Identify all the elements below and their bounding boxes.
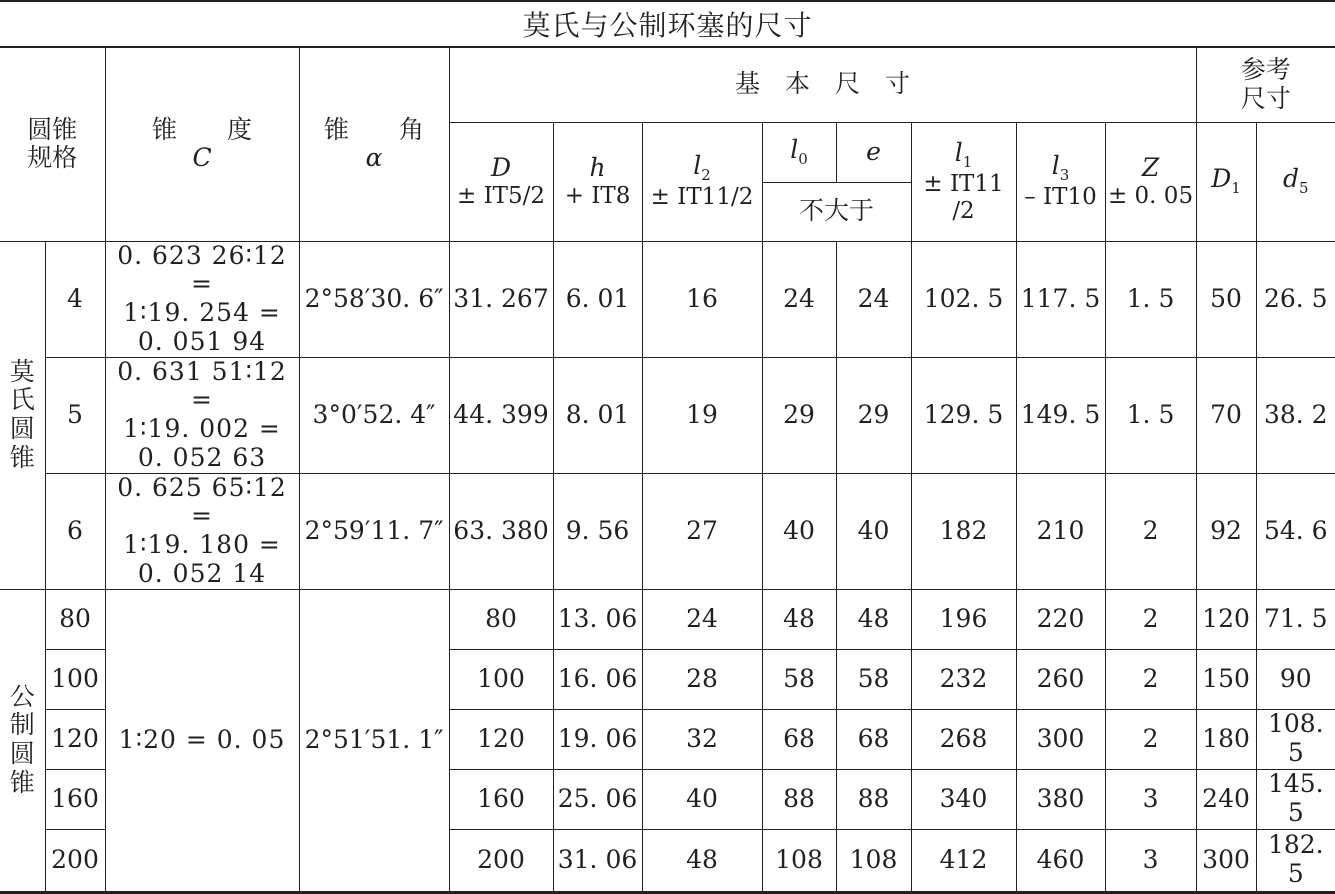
cell-h: 25. 06 bbox=[553, 769, 642, 829]
cell-spec: 160 bbox=[45, 769, 105, 829]
header-col-d5: $d_5$ bbox=[1256, 122, 1335, 241]
cell-angle-metric: 2°51′51. 1″ bbox=[299, 589, 449, 892]
cell-taper: 0. 631 51∶12 = 1∶19. 002 = 0. 052 63 bbox=[105, 357, 299, 473]
cell-l2: 28 bbox=[642, 649, 762, 709]
cell-d5: 38. 2 bbox=[1256, 357, 1335, 473]
cell-l0: 58 bbox=[762, 649, 836, 709]
cell-e: 48 bbox=[836, 589, 911, 649]
cell-taper: 0. 625 65∶12 = 1∶19. 180 = 0. 052 14 bbox=[105, 473, 299, 589]
cell-D: 100 bbox=[449, 649, 553, 709]
cell-l2: 24 bbox=[642, 589, 762, 649]
table-row bbox=[0, 589, 1335, 649]
cell-h: 16. 06 bbox=[553, 649, 642, 709]
cell-D: 200 bbox=[449, 829, 553, 892]
cell-e: 68 bbox=[836, 709, 911, 769]
cell-spec: 4 bbox=[45, 241, 105, 357]
table-row bbox=[0, 241, 1335, 357]
header-col-e: e bbox=[836, 122, 911, 182]
cell-spec: 100 bbox=[45, 649, 105, 709]
cell-D: 44. 399 bbox=[449, 357, 553, 473]
cell-D: 80 bbox=[449, 589, 553, 649]
cell-d5: 71. 5 bbox=[1256, 589, 1335, 649]
header-col-h: h + IT8 bbox=[553, 122, 642, 241]
cell-l1: 340 bbox=[911, 769, 1016, 829]
cell-angle: 2°58′30. 6″ bbox=[299, 241, 449, 357]
cell-d5: 54. 6 bbox=[1256, 473, 1335, 589]
cell-e: 58 bbox=[836, 649, 911, 709]
cell-Z: 3 bbox=[1105, 829, 1196, 892]
cell-D: 63. 380 bbox=[449, 473, 553, 589]
cell-l3: 149. 5 bbox=[1016, 357, 1105, 473]
header-col-D1: $D_1$ bbox=[1196, 122, 1256, 241]
cell-l0: 68 bbox=[762, 709, 836, 769]
cell-taper: 0. 623 26∶12 = 1∶19. 254 = 0. 051 94 bbox=[105, 241, 299, 357]
cell-D1: 240 bbox=[1196, 769, 1256, 829]
cell-h: 6. 01 bbox=[553, 241, 642, 357]
cell-l1: 412 bbox=[911, 829, 1016, 892]
cell-l0: 48 bbox=[762, 589, 836, 649]
header-col-Z: Z ± 0. 05 bbox=[1105, 122, 1196, 241]
cell-e: 88 bbox=[836, 769, 911, 829]
cell-D: 120 bbox=[449, 709, 553, 769]
cell-Z: 2 bbox=[1105, 709, 1196, 769]
header-col-l1: $l_1$ ± IT11 /2 bbox=[911, 122, 1016, 241]
cell-e: 29 bbox=[836, 357, 911, 473]
header-cone-spec: 圆锥 规格 bbox=[0, 47, 105, 241]
cell-d5: 182. 5 bbox=[1256, 829, 1335, 892]
cell-l2: 19 bbox=[642, 357, 762, 473]
cell-D1: 92 bbox=[1196, 473, 1256, 589]
cell-l0: 29 bbox=[762, 357, 836, 473]
header-col-l0: $l_0$ bbox=[762, 122, 836, 182]
cell-l1: 102. 5 bbox=[911, 241, 1016, 357]
cell-l2: 27 bbox=[642, 473, 762, 589]
cell-h: 9. 56 bbox=[553, 473, 642, 589]
header-col-D: D ± IT5/2 bbox=[449, 122, 553, 241]
cell-l2: 48 bbox=[642, 829, 762, 892]
cell-D: 31. 267 bbox=[449, 241, 553, 357]
cell-l3: 210 bbox=[1016, 473, 1105, 589]
cell-l2: 40 bbox=[642, 769, 762, 829]
cell-h: 31. 06 bbox=[553, 829, 642, 892]
cell-spec: 80 bbox=[45, 589, 105, 649]
page-title: 莫氏与公制环塞的尺寸 bbox=[0, 0, 1335, 46]
cell-D1: 50 bbox=[1196, 241, 1256, 357]
cell-l0: 24 bbox=[762, 241, 836, 357]
cell-l3: 220 bbox=[1016, 589, 1105, 649]
cell-d5: 145. 5 bbox=[1256, 769, 1335, 829]
cell-h: 13. 06 bbox=[553, 589, 642, 649]
group-metric: 公 制 圆 锥 bbox=[0, 589, 45, 892]
cell-D: 160 bbox=[449, 769, 553, 829]
cell-e: 24 bbox=[836, 241, 911, 357]
cell-l2: 16 bbox=[642, 241, 762, 357]
cell-Z: 2 bbox=[1105, 589, 1196, 649]
header-reference-dimensions: 参考 尺寸 bbox=[1196, 47, 1335, 122]
cell-l3: 380 bbox=[1016, 769, 1105, 829]
cell-l3: 460 bbox=[1016, 829, 1105, 892]
cell-l3: 300 bbox=[1016, 709, 1105, 769]
cell-e: 108 bbox=[836, 829, 911, 892]
table-row bbox=[0, 357, 1335, 473]
cell-spec: 5 bbox=[45, 357, 105, 473]
group-morse: 莫 氏 圆 锥 bbox=[0, 241, 45, 589]
cell-Z: 2 bbox=[1105, 473, 1196, 589]
cell-Z: 3 bbox=[1105, 769, 1196, 829]
cell-h: 19. 06 bbox=[553, 709, 642, 769]
cell-D1: 300 bbox=[1196, 829, 1256, 892]
header-col-l2: $l_2$ ± IT11/2 bbox=[642, 122, 762, 241]
header-col-l3: $l_3$ – IT10 bbox=[1016, 122, 1105, 241]
header-not-greater: 不大于 bbox=[762, 182, 911, 241]
cell-l3: 117. 5 bbox=[1016, 241, 1105, 357]
header-basic-dimensions: 基 本 尺 寸 bbox=[449, 47, 1196, 122]
cell-angle: 3°0′52. 4″ bbox=[299, 357, 449, 473]
cell-e: 40 bbox=[836, 473, 911, 589]
header-taper: 锥 度 C bbox=[105, 47, 299, 241]
header-row-1 bbox=[0, 47, 1335, 122]
cell-d5: 90 bbox=[1256, 649, 1335, 709]
cell-D1: 70 bbox=[1196, 357, 1256, 473]
cell-d5: 108. 5 bbox=[1256, 709, 1335, 769]
cell-spec: 120 bbox=[45, 709, 105, 769]
cell-D1: 150 bbox=[1196, 649, 1256, 709]
cell-l3: 260 bbox=[1016, 649, 1105, 709]
cell-l0: 88 bbox=[762, 769, 836, 829]
cell-spec: 6 bbox=[45, 473, 105, 589]
table-row bbox=[0, 473, 1335, 589]
cell-Z: 1. 5 bbox=[1105, 357, 1196, 473]
cell-D1: 180 bbox=[1196, 709, 1256, 769]
cell-angle: 2°59′11. 7″ bbox=[299, 473, 449, 589]
cell-d5: 26. 5 bbox=[1256, 241, 1335, 357]
cell-l1: 182 bbox=[911, 473, 1016, 589]
cell-l1: 232 bbox=[911, 649, 1016, 709]
dimension-table bbox=[0, 46, 1335, 894]
cell-l1: 196 bbox=[911, 589, 1016, 649]
header-angle: 锥 角 α bbox=[299, 47, 449, 241]
cell-l0: 40 bbox=[762, 473, 836, 589]
cell-l1: 129. 5 bbox=[911, 357, 1016, 473]
cell-l1: 268 bbox=[911, 709, 1016, 769]
cell-spec: 200 bbox=[45, 829, 105, 892]
cell-Z: 1. 5 bbox=[1105, 241, 1196, 357]
cell-l0: 108 bbox=[762, 829, 836, 892]
cell-D1: 120 bbox=[1196, 589, 1256, 649]
cell-Z: 2 bbox=[1105, 649, 1196, 709]
cell-taper-metric: 1∶20 = 0. 05 bbox=[105, 589, 299, 892]
cell-h: 8. 01 bbox=[553, 357, 642, 473]
cell-l2: 32 bbox=[642, 709, 762, 769]
